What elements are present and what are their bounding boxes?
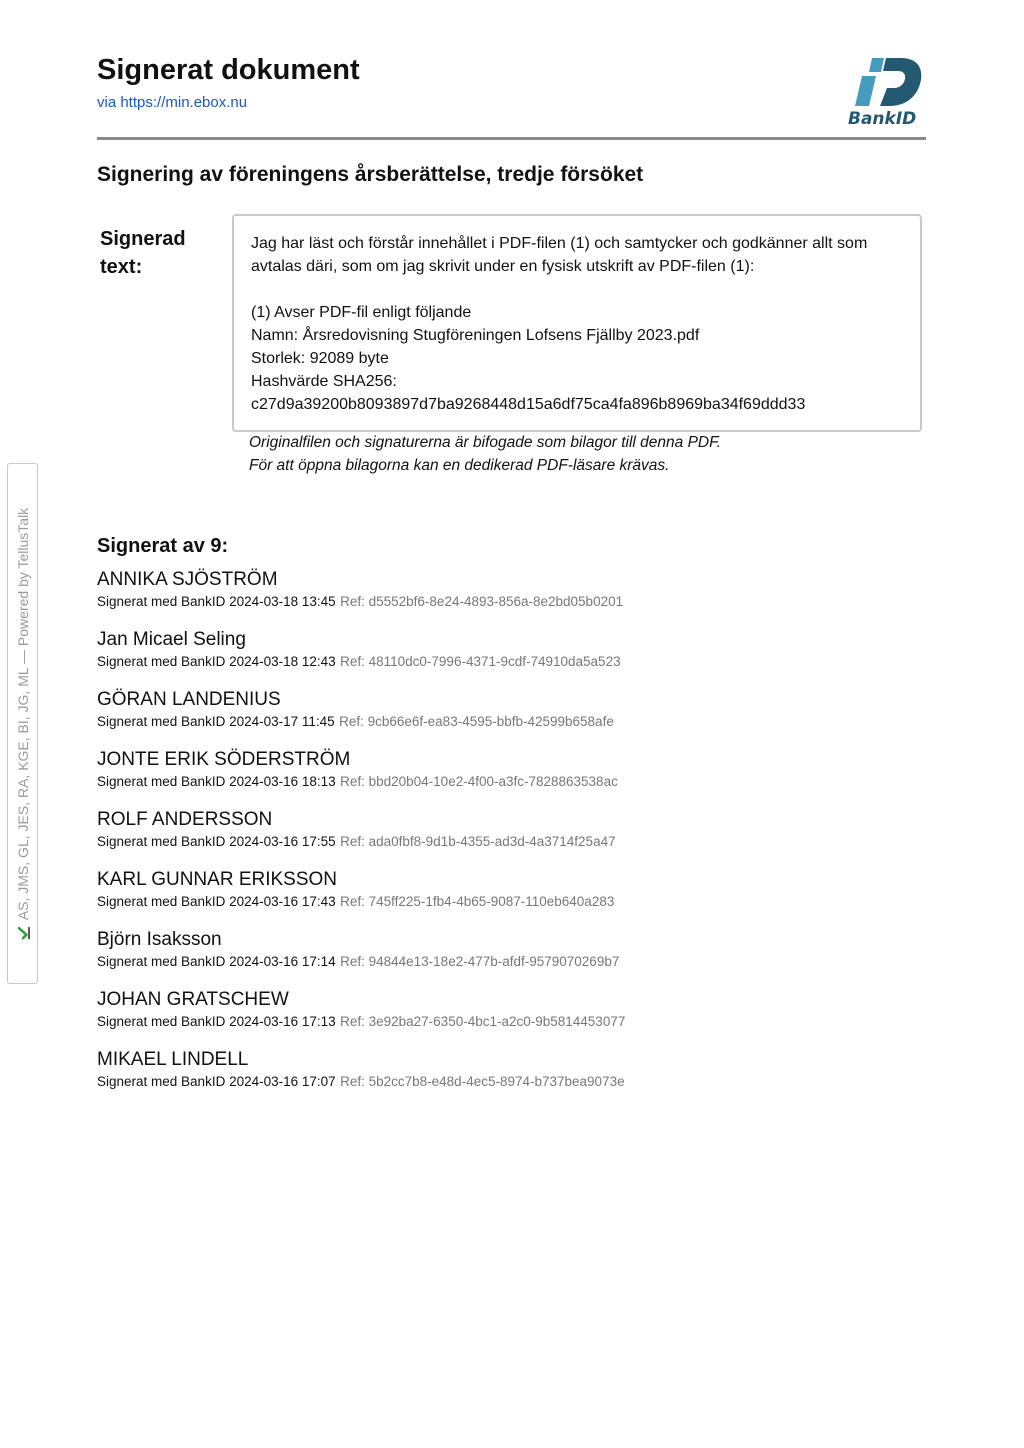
signer-name: Björn Isaksson xyxy=(97,929,222,950)
check-icon xyxy=(16,926,30,940)
signer-ref: Ref: 745ff225-1fb4-4b65-9087-110eb640a283 xyxy=(340,894,615,909)
signer-name: GÖRAN LANDENIUS xyxy=(97,689,281,710)
document-subject: Signering av föreningens årsberättelse, tredje försöket xyxy=(97,163,644,186)
signer-ref: Ref: 3e92ba27-6350-4bc1-a2c0-9b5814453077 xyxy=(340,1014,626,1029)
sidebar-text: AS, JMS, GL, JES, RA, KGE, BI, JG, ML — Powered by TellusTalk xyxy=(14,507,31,920)
signer-item xyxy=(97,867,897,927)
document-header xyxy=(97,52,926,128)
file-name: Namn: Årsredovisning Stugföreningen Lofsens Fjällby 2023.pdf xyxy=(251,327,700,344)
signer-meta: Signerat med BankID 2024-03-16 17:55 xyxy=(97,834,336,849)
signer-ref: Ref: d5552bf6-8e24-4893-856a-8e2bd05b0201 xyxy=(340,594,624,609)
signer-name: MIKAEL LINDELL xyxy=(97,1049,249,1070)
file-reference: (1) Avser PDF-fil enligt följande xyxy=(251,304,472,321)
file-size: Storlek: 92089 byte xyxy=(251,350,389,367)
attachment-note-line: För att öppna bilagorna kan en dedikerad PDF-läsare krävas. xyxy=(249,457,670,474)
signed-text-label: Signerad text: xyxy=(100,228,186,278)
signer-meta: Signerat med BankID 2024-03-17 11:45 xyxy=(97,714,335,729)
signer-ref: Ref: 48110dc0-7996-4371-9cdf-74910da5a523 xyxy=(340,654,621,669)
signer-ref: Ref: 94844e13-18e2-477b-afdf-9579070269b7 xyxy=(340,954,620,969)
signer-name: Jan Micael Seling xyxy=(97,629,246,650)
signed-text-box xyxy=(232,214,922,432)
signer-name: JOHAN GRATSCHEW xyxy=(97,989,289,1010)
signer-item xyxy=(97,747,897,807)
signer-ref: Ref: 9cb66e6f-ea83-4595-bbfb-42599b658afe xyxy=(339,714,614,729)
signer-name: JONTE ERIK SÖDERSTRÖM xyxy=(97,749,351,770)
attachment-note xyxy=(249,431,721,477)
signer-item xyxy=(97,807,897,867)
signer-item xyxy=(97,987,897,1047)
consent-text: Jag har läst och förstår innehållet i PDF-filen (1) och samtycker och godkänner allt som avtalas däri, som om jag skrivit under en fysisk utskrift av PDF-filen (1): xyxy=(251,235,868,275)
signers-heading: Signerat av 9: xyxy=(97,535,229,557)
signer-meta: Signerat med BankID 2024-03-18 13:45 xyxy=(97,594,336,609)
signer-meta: Signerat med BankID 2024-03-16 17:07 xyxy=(97,1074,336,1089)
hash-label: Hashvärde SHA256: xyxy=(251,373,397,390)
signer-meta: Signerat med BankID 2024-03-16 17:13 xyxy=(97,1014,336,1029)
document-title: Signerat dokument xyxy=(97,54,360,86)
signer-meta: Signerat med BankID 2024-03-16 17:43 xyxy=(97,894,336,909)
bankid-logo xyxy=(846,52,926,128)
signer-meta: Signerat med BankID 2024-03-18 12:43 xyxy=(97,654,336,669)
signature-sidebar xyxy=(7,463,38,984)
signers-list xyxy=(97,567,897,1107)
signer-name: ROLF ANDERSSON xyxy=(97,809,273,830)
svg-text:BankID: BankID xyxy=(848,109,917,128)
signer-meta: Signerat med BankID 2024-03-16 18:13 xyxy=(97,774,336,789)
signer-meta: Signerat med BankID 2024-03-16 17:14 xyxy=(97,954,336,969)
signer-item xyxy=(97,687,897,747)
signer-name: ANNIKA SJÖSTRÖM xyxy=(97,569,278,590)
source-link[interactable]: via https://min.ebox.nu xyxy=(97,94,248,111)
signer-ref: Ref: 5b2cc7b8-e48d-4ec5-8974-b737bea9073e xyxy=(340,1074,625,1089)
hash-value: c27d9a39200b8093897d7ba9268448d15a6df75ca4fa896b8969ba34f69ddd33 xyxy=(251,396,806,413)
signer-ref: Ref: bbd20b04-10e2-4f00-a3fc-7828863538ac xyxy=(340,774,618,789)
signer-ref: Ref: ada0fbf8-9d1b-4355-ad3d-4a3714f25a47 xyxy=(340,834,616,849)
sidebar-content xyxy=(15,507,31,939)
signer-item xyxy=(97,927,897,987)
attachment-note-line: Originalfilen och signaturerna är bifogade som bilagor till denna PDF. xyxy=(249,434,721,451)
signer-name: KARL GUNNAR ERIKSSON xyxy=(97,869,338,890)
signer-item xyxy=(97,1047,897,1107)
signer-item xyxy=(97,627,897,687)
header-divider xyxy=(97,137,926,140)
signer-item xyxy=(97,567,897,627)
